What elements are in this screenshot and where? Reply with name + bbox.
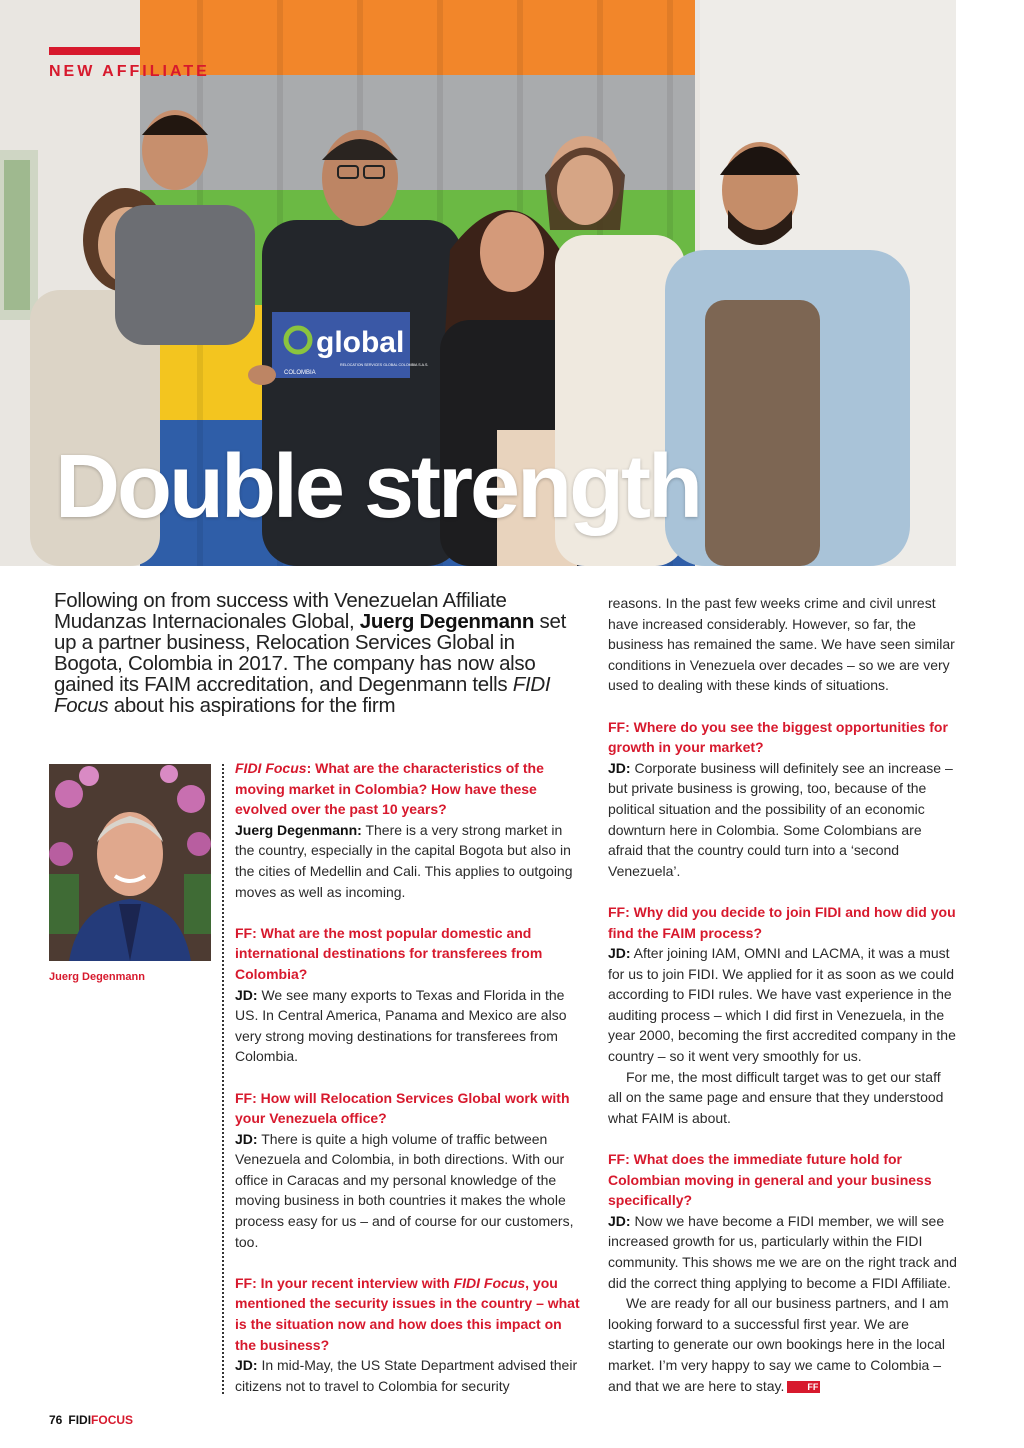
question-1-text: : What are the characteristics of the moving market in Colombia? How have these evolved over the past 10 years? bbox=[235, 760, 544, 818]
intro-standfirst bbox=[54, 590, 574, 716]
qa-6 bbox=[608, 902, 958, 1067]
answer-7-paragraph-2 bbox=[608, 1293, 958, 1396]
question-2: FF: What are the most popular domestic and international destinations for transferees from Colombia? bbox=[235, 924, 543, 982]
answer-4-text: In mid-May, the US State Department advised their citizens not to travel to Colombia for security bbox=[235, 1357, 578, 1394]
intro-name: Juerg Degenmann bbox=[359, 610, 535, 633]
page-number: 76 bbox=[49, 1413, 63, 1427]
qa-7 bbox=[608, 1149, 958, 1293]
hero-photo bbox=[0, 0, 956, 566]
sign-country-text: COLOMBIA bbox=[284, 370, 316, 376]
answer-4-continued: reasons. In the past few weeks crime and civil unrest have increased considerably. However, so far, the business has remained the same. We have seen similar conditions in Venezuela over decades – so we are very used to dealing with these kinds of situations. bbox=[608, 595, 955, 694]
article-column-middle bbox=[235, 758, 585, 1396]
answer-6-speaker: JD: bbox=[608, 945, 631, 962]
answer-2-speaker: JD: bbox=[235, 986, 258, 1003]
answer-3-speaker: JD: bbox=[235, 1130, 258, 1147]
question-6: FF: Why did you decide to join FIDI and how did you find the FAIM process? bbox=[608, 903, 956, 941]
section-accent-bar bbox=[49, 47, 140, 55]
qa-4 bbox=[235, 1273, 585, 1397]
question-7: FF: What does the immediate future hold for Colombian moving in general and your business specifically? bbox=[608, 1151, 932, 1209]
qa-3 bbox=[235, 1088, 585, 1253]
footer-brand-part2: FOCUS bbox=[91, 1413, 134, 1427]
answer-7-paragraph-2-text: We are ready for all our business partners, and I am looking forward to a successful first year. We are starting to generate our own bookings here in the local market. I’m very happy to say we came to Colombia – and that we are here to stay. bbox=[608, 1295, 949, 1394]
intro-text-1: Following on from success with Venezuelan Affiliate Mudanzas Internacionales Global, bbox=[54, 589, 507, 633]
answer-5-speaker: JD: bbox=[608, 759, 631, 776]
sign-brand-text: global bbox=[316, 326, 405, 359]
answer-6-paragraph-2: For me, the most difficult target was to get our staff all on the same page and ensure that they understood what FAIM is about. bbox=[608, 1068, 944, 1126]
page-footer bbox=[49, 1413, 133, 1427]
portrait-caption: Juerg Degenmann bbox=[49, 971, 145, 983]
answer-3-text: There is quite a high volume of traffic between Venezuela and Colombia, in both directions. With our office in Caracas and my personal knowledge of the moving business in both countries it makes the whole process easy for us – and of course for our customers, too. bbox=[235, 1130, 574, 1250]
question-1-magazine: FIDI Focus bbox=[235, 760, 307, 776]
answer-2-text: We see many exports to Texas and Florida in the US. In Central America, Panama and Mexico are also very strong moving destinations for transferees from Colombia. bbox=[235, 986, 567, 1065]
answer-1-text: There is a very strong market in the country, especially in the capital Bogota but also in the cities of Medellin and Cali. This applies to outgoing moves as well as incoming. bbox=[235, 821, 573, 900]
column-divider bbox=[222, 764, 224, 1394]
question-4 bbox=[235, 1273, 585, 1355]
article-column-right bbox=[608, 593, 958, 1396]
answer-5-text: Corporate business will definitely see an increase – but private business is growing, too, because of the political situation and the possibility of an economic downturn here in Colombia. Some Colombians are afraid that the country could turn into a ‘second Venezuela’. bbox=[608, 759, 953, 879]
question-4-magazine: FIDI Focus bbox=[453, 1274, 526, 1291]
qa-2 bbox=[235, 923, 585, 1067]
question-1 bbox=[235, 758, 585, 820]
answer-7-speaker: JD: bbox=[608, 1212, 631, 1229]
end-mark-icon: FF bbox=[787, 1381, 820, 1393]
question-3: FF: How will Relocation Services Global work with your Venezuela office? bbox=[235, 1089, 570, 1127]
intro-text-3: about his aspirations for the firm bbox=[108, 694, 396, 717]
question-5: FF: Where do you see the biggest opportunities for growth in your market? bbox=[608, 718, 948, 756]
sign-small-text: RELOCATION SERVICES GLOBAL COLOMBIA S.A.S. bbox=[340, 363, 429, 367]
answer-7-text: Now we have become a FIDI member, we will see increased growth for us, particularly within the FIDI community. This shows me we are on the right track and did the correct thing applying to become a FIDI Affiliate. bbox=[608, 1212, 957, 1291]
answer-6-text: After joining IAM, OMNI and LACMA, it was a must for us to join FIDI. We applied for it as soon as we could according to FIDI rules. We have vast experience in the auditing process – which I did first in Venezuela, in the year 2000, becoming the first accredited company in the country – so it went very smoothly for us. bbox=[608, 945, 956, 1065]
qa-5 bbox=[608, 717, 958, 882]
qa-1 bbox=[235, 758, 585, 902]
section-label: NEW AFFILIATE bbox=[49, 63, 210, 80]
footer-brand-part1: FIDI bbox=[68, 1413, 92, 1427]
question-4-pre: FF: In your recent interview with bbox=[235, 1274, 454, 1291]
headline: Double strength bbox=[55, 437, 700, 537]
intro-text-2: set up a partner business, Relocation Services Global in Bogota, Colombia in 2017. The company has now also gained its FAIM accreditation, and Degenmann tells bbox=[54, 610, 566, 696]
answer-4-speaker: JD: bbox=[235, 1357, 258, 1374]
intro-magazine: FIDI Focus bbox=[54, 673, 551, 717]
portrait-photo bbox=[49, 764, 211, 961]
question-4-post: , you mentioned the security issues in the country – what is the situation now and how does this impact on the business? bbox=[235, 1274, 580, 1353]
portrait-illustration bbox=[49, 764, 211, 961]
answer-1-speaker: Juerg Degenmann: bbox=[235, 821, 362, 838]
